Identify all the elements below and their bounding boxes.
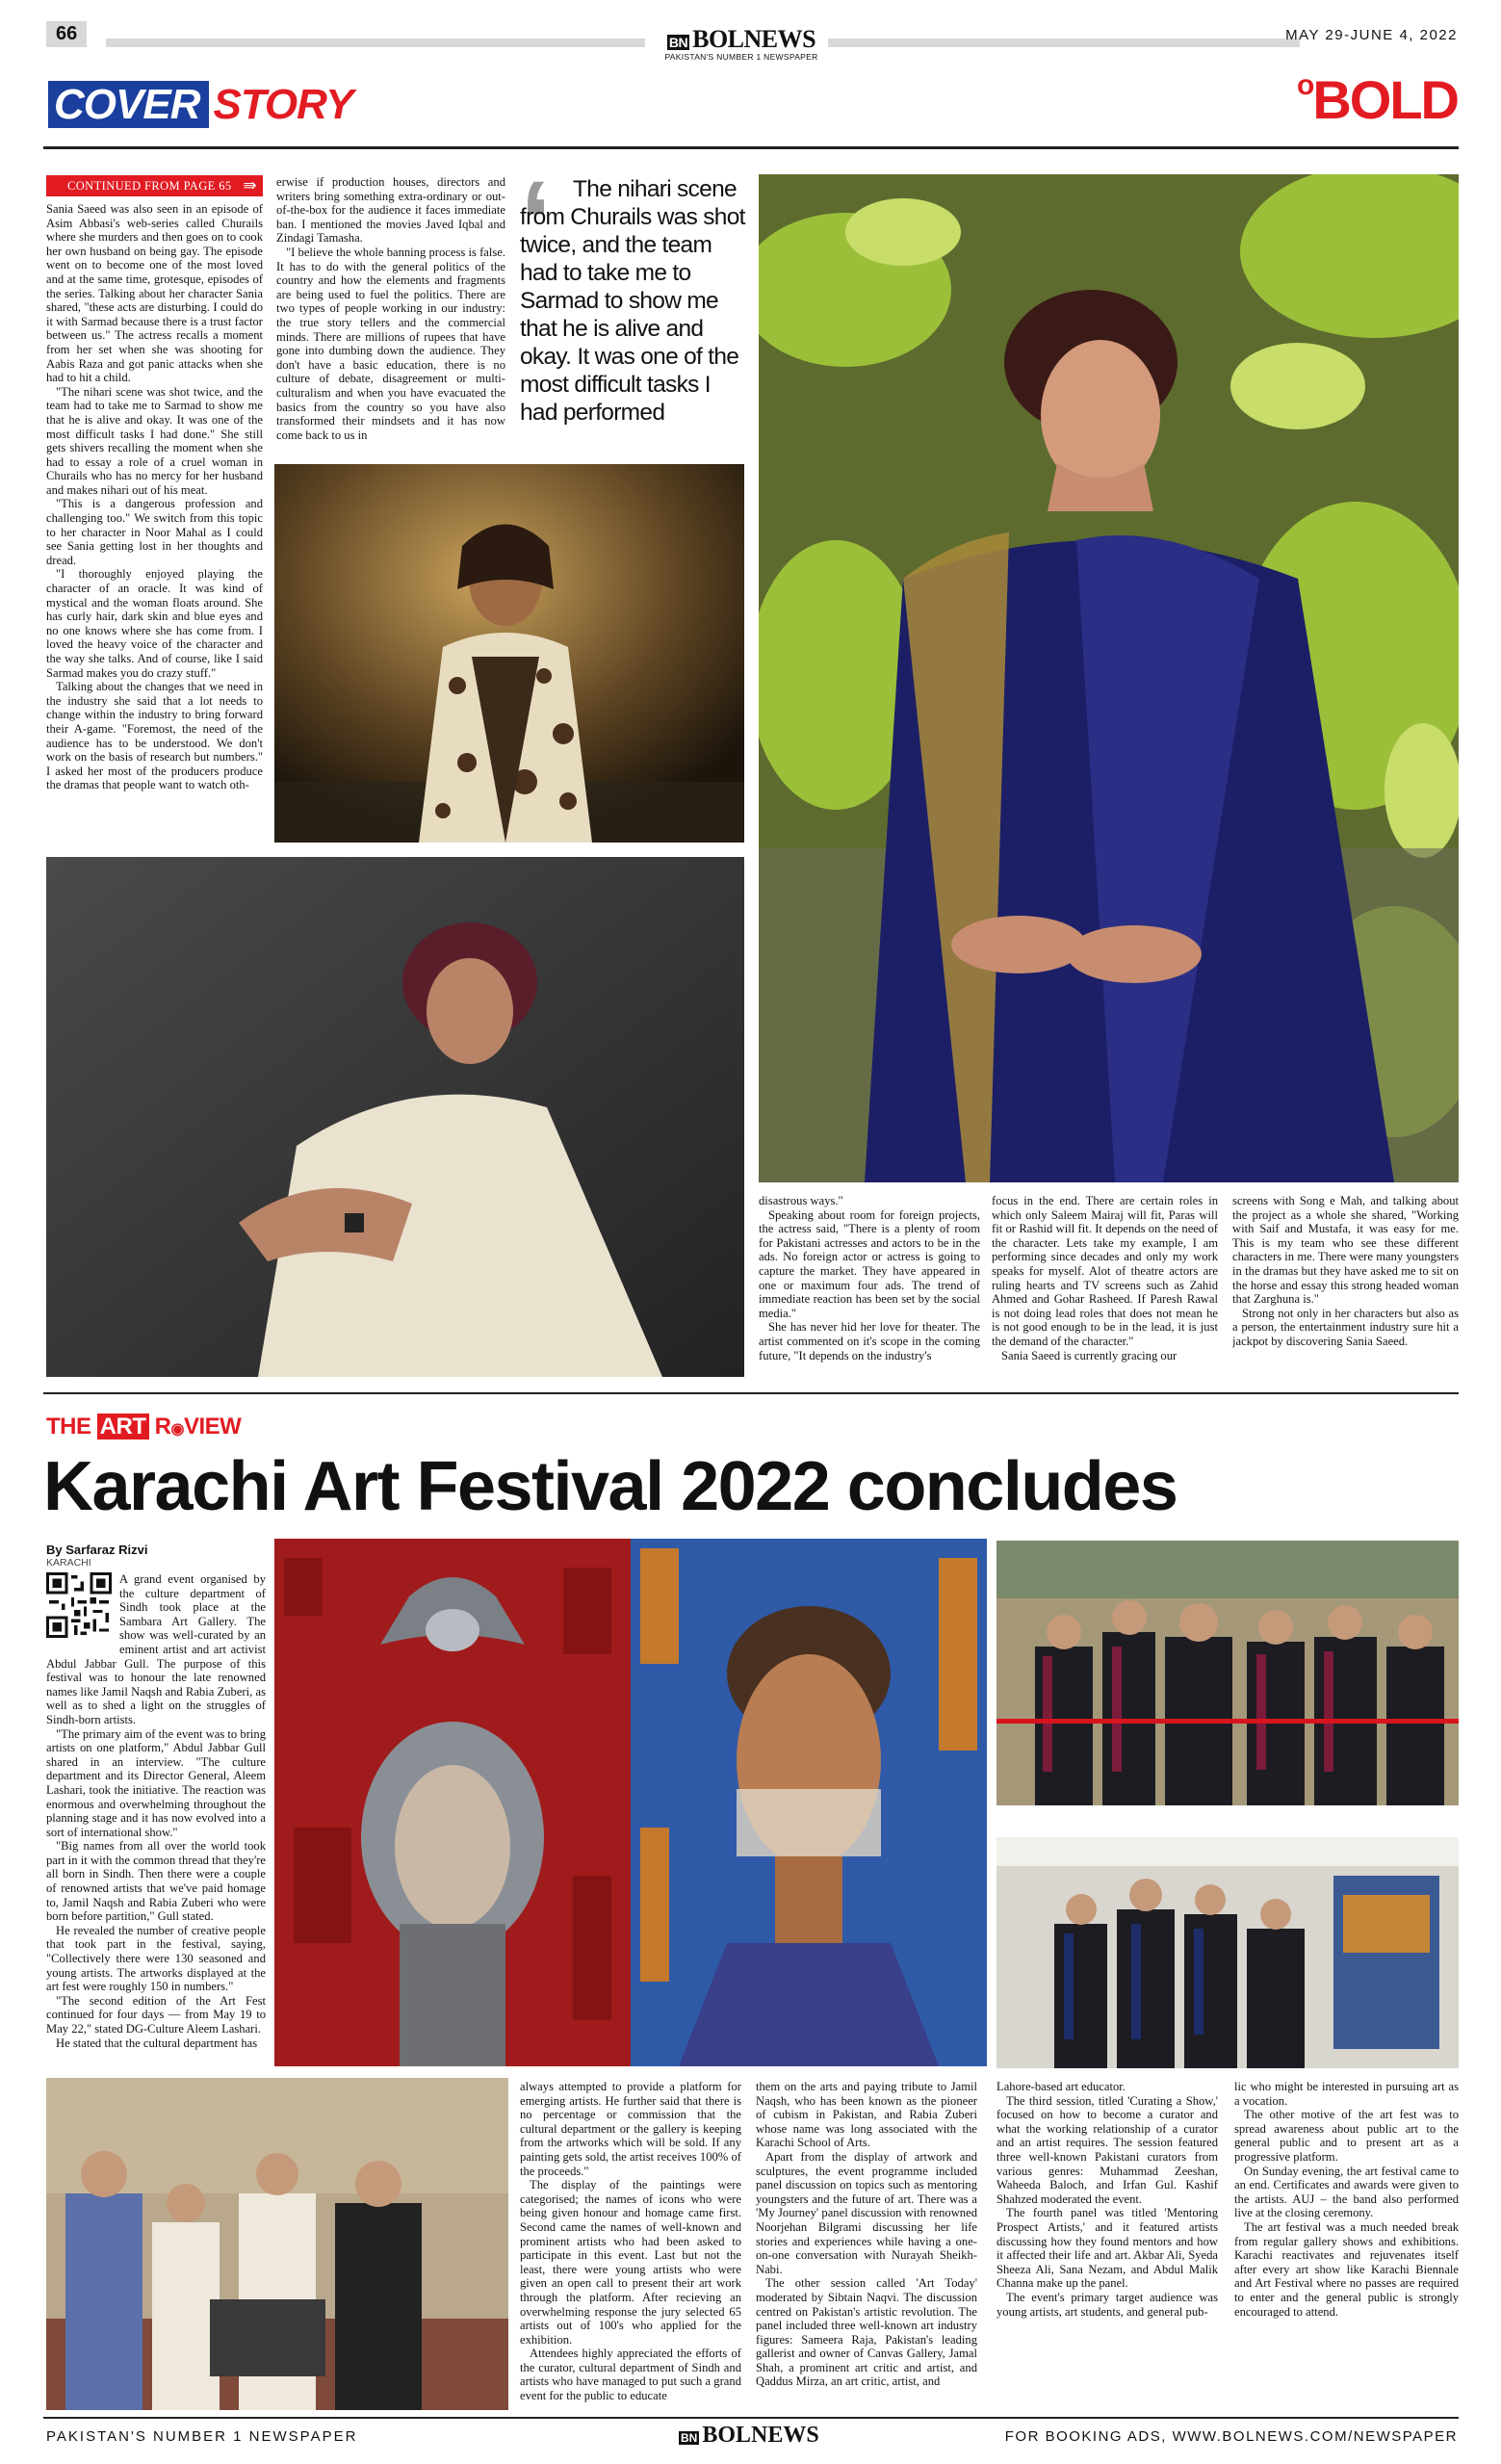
section-divider bbox=[43, 1392, 1459, 1394]
header-bar bbox=[106, 39, 645, 47]
art-column-5: lic who might be interested in pursuing art as a vocation. The other motive of the art fest was to spread awareness about public art to the general public and to present art as a progressive platform. On Sunday evening, the art festival came to an end. Certificates and awards were given to the artists. AUJ – the band also performed live at the closing ceremony. The art festival was a much needed break from regular gallery shows and exhibitions. Karachi reactivates and rejuvenates itself after every art show like Karachi Biennale and Art Festival where no passes are required to enter and the general public is strongly encouraged to attend. bbox=[1234, 2080, 1459, 2319]
dateline: KARACHI bbox=[46, 1557, 91, 1569]
header-rule bbox=[43, 146, 1459, 149]
art-review-kicker: THE ART R◉VIEW bbox=[46, 1414, 242, 1439]
photo-noor-mahal-portrait bbox=[274, 464, 744, 843]
footer-logo: BN BOLNEWS bbox=[681, 2423, 819, 2448]
byline: By Sarfaraz Rizvi bbox=[46, 1543, 148, 1557]
art-column-1: A grand event organised by the culture department of Sindh took place at the Sambara Art Gallery. The show was well-curated by an eminent artist and art activist Abdul Jabbar Gull. The purpose of this festival was to honour the late renowned names like Jamil Naqsh and Rabia Zuberi, as well as to shed a light on the struggles of Sindh-born artists. "The primary aim of the event was to bring artists on one platform," Abdul Jabbar Gull shared in an interview. "The culture department and its Director General, Aleem Lashari, took the initiative. The reaction was enormous and overwhelming throughout the planning stage and it has now evolved into a sort of international show." "Big names from all over the world took part in it with the common thread that they're all born in Sindh. Then there were a couple of renowned artists that we've paid homage to, Jamil Naqsh and Rabia Zuberi who were born before partition," Gull stated. He revealed the number of creative people that took part in the festival, saying, "Collectively there were 130 seasoned and young artists. The artworks displayed at the art fest were roughly 150 in numbers." "The second edition of the Art Fest continued for four days — from May 19 to May 22," stated DG-Culture Aleem Lashari. He stated that the cultural department has bbox=[46, 1572, 266, 2050]
cover-column-1: Sania Saeed was also seen in an episode of Asim Abbasi's web-series called Churails where she murders and then goes on to cook her own husband on being gay. The episode went on to become one of the most loved and at the same time, grotesque, episodes of the series. Talking about her character Sania shared, "these acts are disturbing. I could do it with Sarmad because there is a trust factor between us." The actress recalls a moment from her set when she was shooting for Aabis Raza and got panic attacks when she had to hit a child. "The nihari scene was shot twice, and the team had to take me to Sarmad to show me that he is alive and okay. It was one of the most difficult tasks I had done." She still gets shivers recalling the moment when she had to essay a role of a cruel woman in Churails who has no mercy for her husband and makes nihari out of his meat. "This is a dangerous profession and challenging too." We switch from this topic to her character in Noor Mahal as I could see Sania getting lost in her thoughts and dread. "I thoroughly enjoyed playing the character of an oracle. It was kind of mystical and the woman floats around. She has curly hair, dark skin and blue eyes and no one knows where she has come from. I loved the heavy voice of the character and the way she talks. And of course, like I said Sarmad makes you do crazy stuff." Talking about the changes that we need in the industry she said that a lot needs to change within the industry to bring forward their A-game. "Foremost, the need of the audience has to be understood. We don't work on the basis of research but numbers." I asked her most of the producers produce the dramas that people want to watch oth- bbox=[46, 202, 263, 792]
cover-column-5: screens with Song e Mah, and talking about the project as a whole she shared, "Working with Saif and Mustafa, it was easy for me. This is my team who see these different characters in me. There were many youngsters in the dramas but they have asked me to sit on the horse and essay this strong headed woman that Zarghuna is." Strong not only in her characters but also as a person, the entertainment industry sure hit a jackpot by discovering Sania Saeed. bbox=[1232, 1194, 1459, 1348]
section-title: COVER STORY bbox=[48, 81, 352, 129]
photo-painting-collage bbox=[274, 1539, 987, 2066]
continued-tag: CONTINUED FROM PAGE 65 ⇛ bbox=[46, 175, 263, 196]
photo-gallery-visit bbox=[996, 1837, 1459, 2068]
photo-ribbon-cutting bbox=[996, 1541, 1459, 1805]
issue-date: MAY 29-JUNE 4, 2022 bbox=[1285, 27, 1458, 43]
art-column-2: always attempted to provide a platform for emerging artists. He further said that there is no percentage or commission that the cultural department or the gallery is keeping from the artworks which will be sold. If any painting gets sold, the artist receives 100% of the proceeds." The display of the paintings were categorised; the names of icons who were being given honour and homage came first. Second came the names of well-known and prominent artists who had been asked to participate in this event. Last but not the least, there were young artists who were given an open call to present their art work through the platform. After recieving an overwhelming response the jury selected 65 artists out of 100's who applied for the exhibition. Attendees highly appreciated the efforts of the curator, cultural department of Sindh and artists who have managed to put such a grand event for the public to educate bbox=[520, 2080, 741, 2403]
pull-quote: The nihari scene from Churails was shot twice, and the team had to take me to Sarmad to show me that he is alive and okay. It was one of the most difficult tasks I had performed bbox=[520, 176, 745, 426]
header-bar bbox=[828, 39, 1300, 47]
photo-seated-portrait bbox=[46, 857, 744, 1377]
art-column-3: them on the arts and paying tribute to Jamil Naqsh, who has been known as the pioneer of cubism in Pakistan, and Rabia Zuberi whose name was long associated with the Karachi School of Arts. Apart from the display of artwork and sculptures, the event programme included panel discussion on topics such as mentoring youngsters and the future of art. There was a 'My Journey' panel discussion with renowned Noorjehan Bilgrami discussing her life stories and experiences while having a one-on-one conversation with Nurayah Sheikh-Nabi. The other session called 'Art Today' moderated by Sibtain Naqvi. The discussion centred on Pakistan's artistic revolution. The panel included three well-known art industry figures: Sameera Raja, Pakistan's leading gallerist and owner of Canvas Gallery, Jamal Shah, a prominent art critic and artist, and Qaddus Mirza, an art critic, artist, and bbox=[756, 2080, 977, 2389]
footer-ads-link[interactable]: FOR BOOKING ADS, WWW.BOLNEWS.COM/NEWSPAPER bbox=[1004, 2428, 1458, 2445]
bolnews-logo: BN BOLNEWS PAKISTAN'S NUMBER 1 NEWSPAPER bbox=[664, 25, 818, 62]
bold-logo: $^o$BOLD bbox=[1297, 69, 1458, 130]
quote-mark: ‘ bbox=[520, 157, 553, 286]
cover-column-4: focus in the end. There are certain roles in which only Saleem Mairaj will fit, Paras will fit or Rashid will fit. It depends on the need of the character. Lets take my example, I am performing since decades and only my work speaks for myself. Alot of theatre actors are ruling hearts and TV screens such as Zahid Ahmed and Gohar Rasheed. If Paresh Rawal is not doing lead roles that does not mean he is not good enough to be in the lead, it is just the demand of the character." Sania Saeed is currently gracing our bbox=[992, 1194, 1218, 1362]
art-column-4: Lahore-based art educator. The third session, titled 'Curating a Show,' focused on how to become a curator and what the working relationship of a curator and an artist requires. The session featured three well-known Pakistani curators from various genres: Muhammad Zeeshan, Waheeda Baloch, and Irfan Gul. Kashif Shahzed moderated the event. The fourth panel was titled 'Mentoring Prospect Artists,' and it featured artists discussing how they found mentors and how it affected their life and art. Akbar Ali, Syeda Sheeza Ali, Sana Nezam, and Abdul Malik Channa make up the panel. The event's primary target audience was young artists, art students, and general pub- bbox=[996, 2080, 1218, 2319]
photo-saree-portrait bbox=[759, 174, 1459, 1182]
cover-column-3: disastrous ways." Speaking about room for foreign projects, the actress said, "There is a plenty of room for Pakistani actresses and actors to be in the ads. No foreign actor or actress is going to capture the market. They have appeared in one or maximum four ads. The trend of immediate reaction has been set by the social media." She has never hid her love for theater. The artist commented on it's scope in the coming future, "It depends on the industry's bbox=[759, 1194, 980, 1362]
photo-award-presentation bbox=[46, 2078, 508, 2410]
cover-column-2: erwise if production houses, directors and writers bring something extra-ordinary or out-of-the-box for the audience it faces immediate ban. I mentioned the movies Javed Iqbal and Zindagi Tamasha. "I believe the whole banning process is false. It has to do with the general politics of the country and how the elements and fragments are being used to fuel the politics. There are two types of people working in our industry: the true story tellers and the commercial minds. There are millions of rupees that have gone into dumbing down the audience. They don't have a basic education, there is no culture of debate, disagreement or multi-culturalism and when you have evacuated the basics from the country so you have also transformed their mindsets and it has now come back to us in bbox=[276, 175, 505, 442]
page-number: 66 bbox=[46, 21, 87, 47]
art-headline: Karachi Art Festival 2022 concludes bbox=[43, 1448, 1178, 1525]
footer-rule bbox=[43, 2417, 1459, 2419]
footer-tagline: PAKISTAN'S NUMBER 1 NEWSPAPER bbox=[46, 2428, 358, 2445]
